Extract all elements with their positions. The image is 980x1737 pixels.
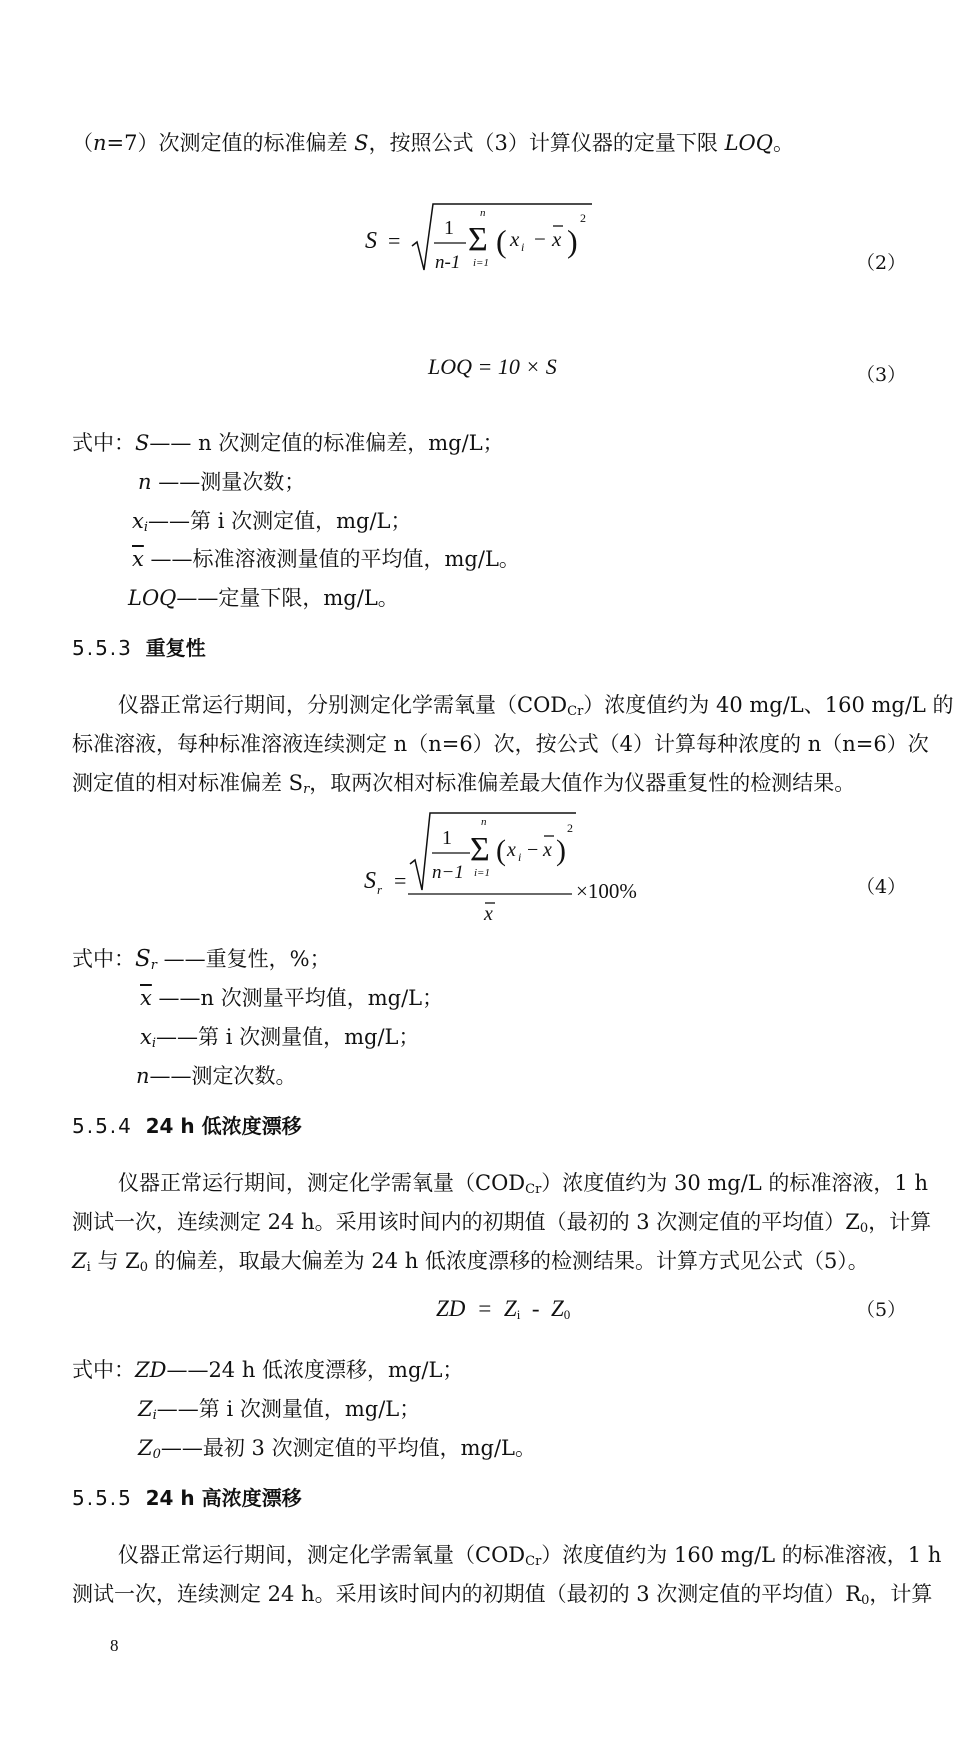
eq4-sum-upper: n (481, 816, 487, 828)
eq2-sum-lower: i=1 (473, 257, 489, 269)
where1-line5: LOQ——定量下限，mg/L。 (128, 586, 399, 610)
para553-line1: 仪器正常运行期间，分别测定化学需氧量$(COD_{Cr})$浓度值约为 40 mg/L、160 mg/L 的 (118, 693, 954, 719)
eq3-number: （3） (856, 364, 907, 386)
eq4-equals: = (394, 868, 407, 893)
para555-line2: 测试一次，连续测定 24 h。采用该时间内的初期值（最初的 3 次测定值的平均值）$R_0$，计算 (72, 1582, 933, 1608)
where2-line2: $\overline{x}$ ——n 次测量平均值，mg/L； (140, 986, 444, 1010)
eq2-paren-open: ( (496, 223, 507, 259)
eq2-xbar: x (552, 227, 562, 251)
eq4-lhs-sub: r (377, 882, 383, 897)
where3-line3: $Z_0——$最初 3 次测定值的平均值，mg/L。 (138, 1436, 536, 1462)
eq2-x: x (510, 227, 520, 251)
eq4-denom-xbar: x (484, 903, 493, 924)
eq5-number: （5） (856, 1299, 907, 1321)
where3-line1: 式中：ZD——24 h 低浓度漂移，mg/L； (72, 1358, 464, 1382)
section-heading-5-5-3: 5.5.3 重复性 (72, 636, 206, 660)
para554-line2: 测试一次，连续测定 24 h。采用该时间内的初期值（最初的 3 次测定值的平均值）$Z_0$，计算 (72, 1210, 932, 1236)
eq2-power: 2 (580, 211, 586, 225)
eq2-denominator: n-1 (435, 252, 461, 273)
eq2-numerator: 1 (444, 217, 454, 239)
eq2-number: （2） (856, 252, 907, 274)
eq2-minus: − (534, 227, 546, 251)
eq4-xbar: x (543, 839, 552, 861)
eq4-x-sub: i (518, 850, 522, 864)
eq4-sigma-icon: Σ (470, 831, 490, 868)
eq4-denominator: n−1 (432, 862, 464, 883)
where2-line3: $x_i——$第 i 次测量值，mg/L； (140, 1025, 420, 1051)
eq4-number: （4） (856, 876, 907, 898)
eq4-paren-close: ) (556, 834, 566, 867)
intro-line: （n=7）次测定值的标准偏差 S，按照公式（3）计算仪器的定量下限 LOQ。 (72, 131, 794, 155)
eq2-equals: = (388, 228, 401, 253)
eq4-x: x (507, 839, 516, 861)
eq4-power: 2 (567, 821, 573, 835)
equation-3: LOQ = 10 × S (428, 354, 557, 379)
para553-line3: 测定值的相对标准偏差 $S_r$，取两次相对标准偏差最大值作为仪器重复性的检测结果。 (72, 771, 856, 797)
where1-line2: n ——测量次数； (138, 470, 306, 494)
para554-line1: 仪器正常运行期间，测定化学需氧量$(COD_{Cr})$浓度值约为 30 mg/L 的标准溶液，1 h (118, 1171, 928, 1197)
eq2-paren-close: ) (567, 223, 578, 259)
para553-line2: 标准溶液，每种标准溶液连续测定 n（n=6）次，按公式（4）计算每种浓度的 n（n=6）次 (72, 732, 929, 756)
where2-line4: n——测定次数。 (136, 1064, 297, 1088)
eq4-paren-open: ( (496, 834, 506, 867)
where1-line3: $x_i——$第 i 次测定值，mg/L； (132, 509, 412, 535)
eq2-lhs: S (365, 228, 377, 254)
eq4-lhs: S (364, 868, 376, 894)
eq4-minus: − (527, 839, 539, 861)
eq4-numerator: 1 (442, 827, 452, 849)
where3-line2: $Z_i——$第 i 次测量值，mg/L； (138, 1397, 421, 1423)
where1-line4: $\overline{x}$ ——标准溶液测量值的平均值，mg/L。 (132, 547, 520, 571)
section-heading-5-5-5: 5.5.5 24 h 高浓度漂移 (72, 1486, 302, 1510)
page-number: 8 (110, 1636, 119, 1655)
para555-line1: 仪器正常运行期间，测定化学需氧量$(COD_{Cr})$浓度值约为 160 mg/L 的标准溶液，1 h (118, 1543, 942, 1569)
eq4-times-100: ×100% (576, 879, 637, 903)
equation-5: ZD = $Z_i - Z_0$ (436, 1296, 571, 1322)
para554-line3: $Z_i$ 与 $Z_0$ 的偏差，取最大偏差为 24 h 低浓度漂移的检测结果。计算方式见公式（5）。 (72, 1249, 869, 1275)
eq2-sigma-icon: Σ (468, 221, 488, 258)
eq2-x-sub: i (521, 240, 525, 254)
eq2-sum-upper: n (480, 207, 486, 219)
where2-line1: 式中：$S_r$ ——重复性，%； (72, 946, 331, 973)
eq4-sum-lower: i=1 (474, 867, 490, 879)
equation-2 (360, 198, 600, 288)
section-heading-5-5-4: 5.5.4 24 h 低浓度漂移 (72, 1114, 302, 1138)
where1-line1: 式中：S—— n 次测定值的标准偏差，mg/L； (72, 431, 504, 455)
equation-4 (360, 806, 660, 924)
